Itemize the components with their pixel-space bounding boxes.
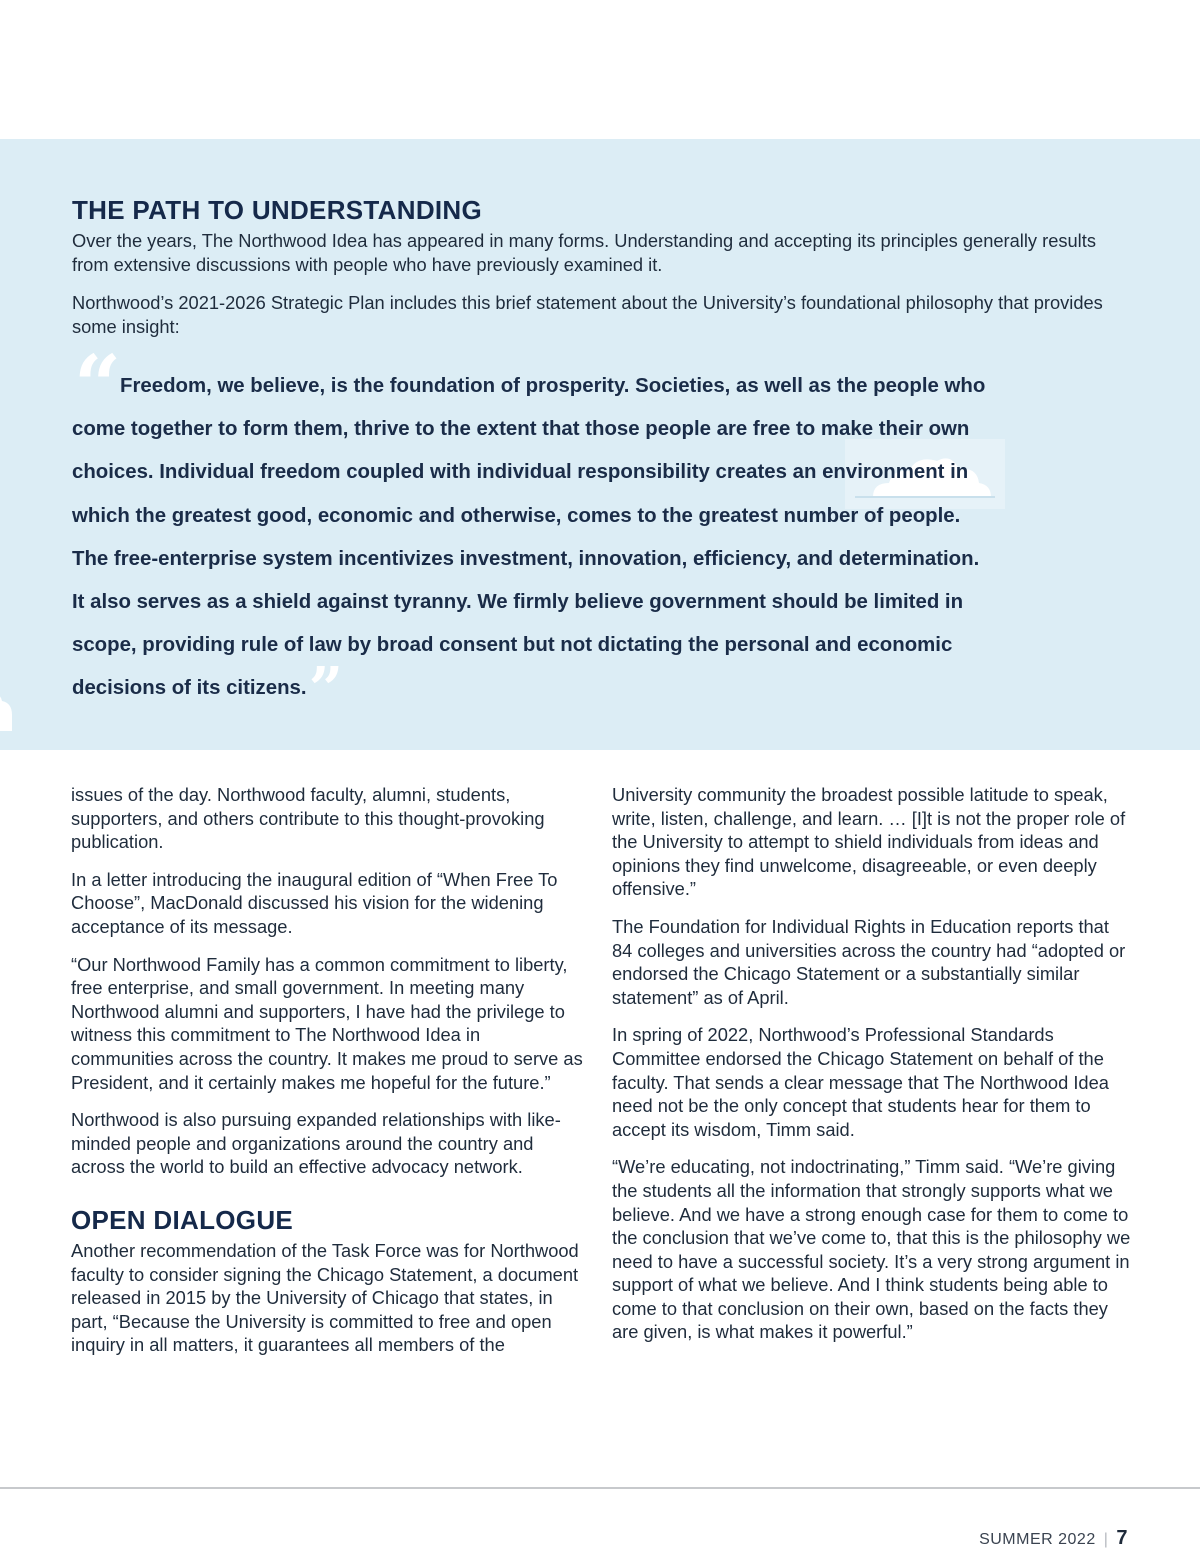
quote-line: Freedom, we believe, is the foundation of prosperity. Societies, as well as the people who: [120, 375, 986, 397]
quote-line: decisions of its citizens.”: [72, 655, 344, 726]
body-paragraph: University community the broadest possible latitude to speak, write, listen, challenge, and learn. … [I]t is not the proper role of the University to attempt to shield individuals from ideas and opinions they find unwelcome, disagreeable, or even deeply offensive.”: [612, 784, 1126, 900]
open-quote-icon: “: [74, 338, 122, 434]
body-paragraph: Another recommendation of the Task Force was for Northwood faculty to consider signing the Chicago Statement, a document released in 2015 by the University of Chicago that states, in part, “Because the University is committed to free and open inquiry in all matters, it guarantees all members of the: [71, 1239, 579, 1356]
body-paragraph: Northwood is also pursuing expanded relationships with like-minded people and organizations around the country and across the world to build an effective advocacy network.: [71, 1109, 561, 1178]
page-number: 7: [1116, 1527, 1128, 1549]
page-footer: [979, 1527, 1128, 1550]
left-column: [71, 783, 586, 1371]
quote-line: scope, providing rule of law by broad consent but not dictating the personal and economic: [72, 634, 953, 657]
cloud-edge-illustration: [0, 687, 16, 731]
body-paragraph: issues of the day. Northwood faculty, alumni, students, supporters, and others contribute to this thought-provoking publication.: [71, 784, 545, 853]
footer-separator: |: [1103, 1531, 1109, 1548]
right-column: [612, 783, 1132, 1358]
body-paragraph: The Foundation for Individual Rights in Education reports that 84 colleges and universities across the country had “adopted or endorsed the Chicago Statement or a substantially similar statement” as of April.: [612, 915, 1126, 1008]
section-heading-path: THE PATH TO UNDERSTANDING: [72, 195, 483, 225]
section-heading-open-dialogue: OPEN DIALOGUE: [71, 1204, 294, 1235]
pull-quote: [72, 338, 1132, 726]
body-paragraph: In spring of 2022, Northwood’s Professional Standards Committee endorsed the Chicago Statement on behalf of the faculty. That sends a clear message that The Northwood Idea need not be the only concept that students hear for them to accept its wisdom, Timm said.: [612, 1024, 1109, 1140]
quote-line: come together to form them, thrive to the extent that those people are free to make their own: [72, 418, 970, 441]
quote-line: choices. Individual freedom coupled with individual responsibility creates an environment in: [72, 461, 969, 484]
footer-divider: [0, 1487, 1200, 1489]
quote-line: which the greatest good, economic and otherwise, comes to the greatest number of people.: [72, 504, 961, 527]
intro-paragraph-2: Northwood’s 2021-2026 Strategic Plan includes this brief statement about the University’s foundational philosophy that provides some insight:: [72, 292, 1103, 337]
intro-paragraph-1: Over the years, The Northwood Idea has appeared in many forms. Understanding and accepting its principles generally results from extensive discussions with people who have previously examined it.: [72, 230, 1096, 275]
close-quote-icon: ”: [308, 655, 344, 726]
body-paragraph: “Our Northwood Family has a common commitment to liberty, free enterprise, and small government. In meeting many Northwood alumni and supporters, I have had the privilege to witness this commitment to The Northwood Idea in communities across the country. It makes me proud to serve as President, and it certainly makes me hopeful for the future.”: [71, 953, 583, 1093]
quote-line: The free-enterprise system incentivizes investment, innovation, efficiency, and determination.: [72, 547, 980, 570]
issue-label: SUMMER 2022: [979, 1531, 1096, 1548]
body-paragraph: In a letter introducing the inaugural edition of “When Free To Choose”, MacDonald discussed his vision for the widening acceptance of its message.: [71, 868, 558, 937]
quote-line: It also serves as a shield against tyranny. We firmly believe government should be limited in: [72, 591, 964, 614]
quote-band: [0, 139, 1200, 750]
body-paragraph: “We’re educating, not indoctrinating,” Timm said. “We’re giving the students all the information that strongly supports what we believe. And we have a strong enough case for them to come to the conclusion that we’ve come to, that this is the philosophy we need to have a successful society. It’s a very strong argument in support of what we believe. And I think students being able to come to that conclusion on their own, based on the facts they are given, is what makes it powerful.”: [612, 1156, 1131, 1343]
